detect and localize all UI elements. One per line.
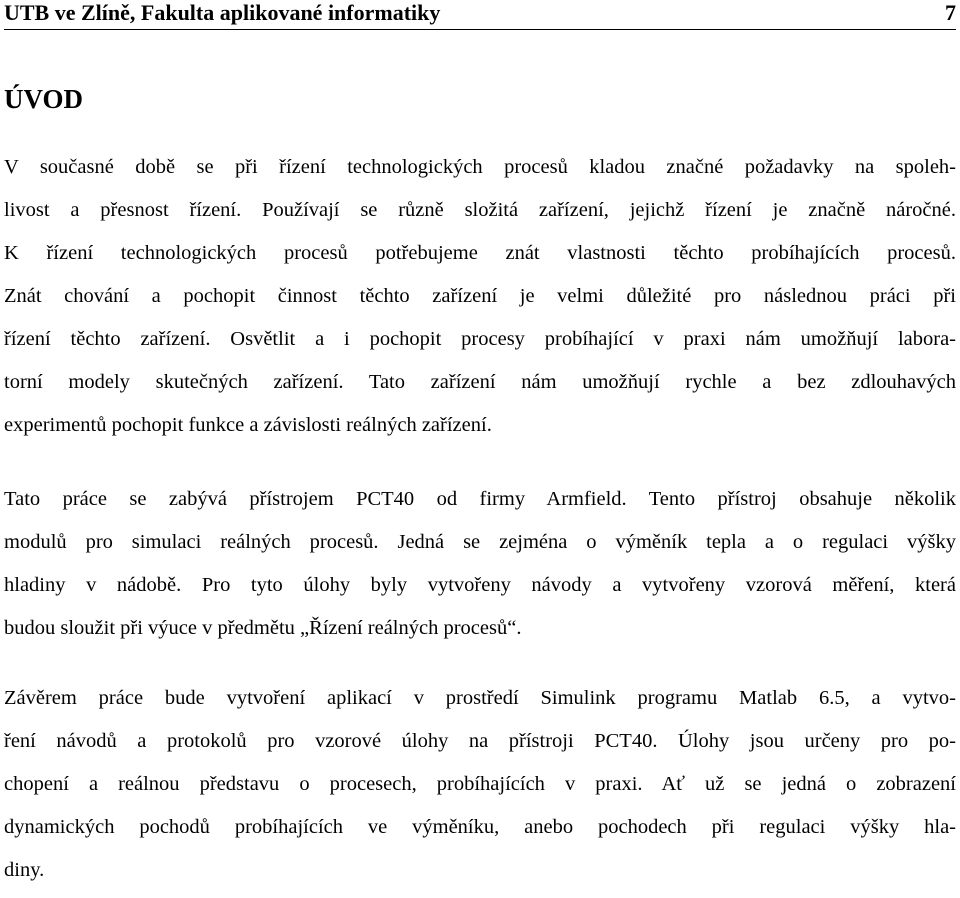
- paragraph-line: torní modely skutečných zařízení. Tato zařízení nám umožňují rychle a bez zdlouhavých: [4, 371, 956, 393]
- page-number: 7: [945, 0, 956, 25]
- paragraph-line: modulů pro simulaci reálných procesů. Jedná se zejména o výměník tepla a o regulaci výšky: [4, 531, 956, 553]
- header-rule: [4, 29, 956, 30]
- paragraph-line: Tato práce se zabývá přístrojem PCT40 od firmy Armfield. Tento přístroj obsahuje několik: [4, 488, 956, 510]
- paragraph-line: Závěrem práce bude vytvoření aplikací v prostředí Simulink programu Matlab 6.5, a vytvo-: [4, 687, 956, 709]
- paragraph-line: řízení těchto zařízení. Osvětlit a i pochopit procesy probíhající v praxi nám umožňují labora-: [4, 328, 956, 350]
- paragraph-line: chopení a reálnou představu o procesech, probíhajících v praxi. Ať už se jedná o zobrazení: [4, 773, 956, 795]
- paragraph-line: livost a přesnost řízení. Používají se různě složitá zařízení, jejichž řízení je značně náročné.: [4, 199, 956, 221]
- paragraph-line: diny.: [4, 859, 45, 881]
- paragraph-line: budou sloužit při výuce v předmětu „Řízení reálných procesů“.: [4, 617, 522, 639]
- paragraph-1: [4, 146, 956, 447]
- section-heading: ÚVOD: [4, 84, 83, 114]
- paragraph-line: ření návodů a protokolů pro vzorové úlohy na přístroji PCT40. Úlohy jsou určeny pro po-: [4, 730, 956, 752]
- paragraph-line: hladiny v nádobě. Pro tyto úlohy byly vytvořeny návody a vytvořeny vzorová měření, která: [4, 574, 956, 596]
- paragraph-line: experimentů pochopit funkce a závislosti reálných zařízení.: [4, 414, 492, 436]
- paragraph-line: V současné době se při řízení technologických procesů kladou značné požadavky na spoleh-: [4, 156, 956, 178]
- paragraph-2: [4, 478, 956, 650]
- paragraph-3: [4, 677, 956, 892]
- paragraph-line: K řízení technologických procesů potřebujeme znát vlastnosti těchto probíhajících procesů.: [4, 242, 956, 264]
- header-title: UTB ve Zlíně, Fakulta aplikované informatiky: [4, 0, 441, 25]
- page-header: [4, 0, 956, 28]
- paragraph-line: dynamických pochodů probíhajících ve výměníku, anebo pochodech při regulaci výšky hla-: [4, 816, 956, 838]
- paragraph-line: Znát chování a pochopit činnost těchto zařízení je velmi důležité pro následnou práci při: [4, 285, 956, 307]
